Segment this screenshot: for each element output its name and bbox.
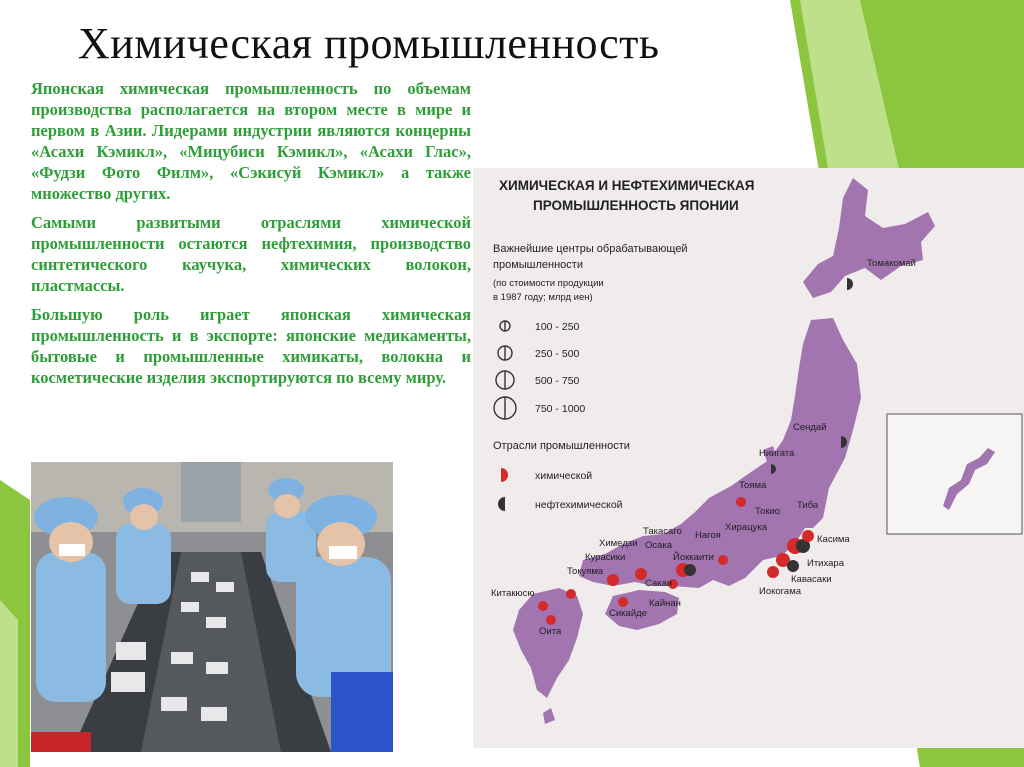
- city-niigata: Ниигата: [759, 448, 795, 459]
- city-tomakomai: Томакомай: [867, 258, 916, 269]
- city-himedzi: Химедзи: [599, 538, 638, 549]
- city-sikaide: Сикайде: [609, 608, 647, 619]
- map-title-line2: ПРОМЫШЛЕННОСТЬ ЯПОНИИ: [533, 198, 739, 213]
- city-kainan: Кайнан: [649, 598, 681, 609]
- legend-branch-chemical: химической: [535, 470, 593, 482]
- legend-size-2: 250 - 500: [535, 348, 580, 360]
- paragraph-export: Большую роль играет японская химическая промышленность и в экспорте: японские медикаменты, бытовые и промышленные химикаты, волокна и косметические изделия экспортируются по всему миру.: [31, 305, 471, 387]
- legend-centers-sub-1: (по стоимости продукции: [493, 278, 604, 289]
- city-itihara: Итихара: [807, 558, 844, 569]
- city-sakai: Сакаи: [645, 578, 673, 589]
- legend-branches-title: Отрасли промышленности: [493, 440, 630, 452]
- city-iokogama: Иокогама: [759, 586, 802, 597]
- factory-workers-photo: [31, 462, 393, 752]
- map-inset-box: [887, 414, 1022, 534]
- city-sendai: Сендай: [793, 422, 827, 433]
- legend-size-4: 750 - 1000: [535, 403, 586, 415]
- city-hiratsuka: Хирацука: [725, 522, 768, 533]
- city-kurasiki: Курасики: [585, 552, 626, 563]
- city-tokyo: Токио: [755, 506, 781, 517]
- paragraph-key-branches: Самыми развитыми отраслями химической промышленности остаются нефтехимия, производство синтетического каучука, химических волокон, пластмассы.: [31, 213, 471, 295]
- map-title-line1: ХИМИЧЕСКАЯ И НЕФТЕХИМИЧЕСКАЯ: [499, 178, 755, 193]
- city-oita: Оита: [539, 626, 562, 637]
- paragraph-industry-overview: Японская химическая промышленность по объемам производства располагается на втором месте в мире и первом в Азии. Лидерами индустрии являются концерны «Асахи Кэмикл», «Мицубиси Кэмикл», «Асахи Глас», «Фудзи Фото Филм», «Сэкисуй Кэмикл» а также множество других.: [31, 79, 471, 203]
- city-takasago: Такасаго: [643, 526, 682, 537]
- city-kavasaki: Кавасаки: [791, 574, 832, 585]
- city-tokuyama: Токуяма: [567, 566, 604, 577]
- slide-text: [31, 78, 471, 396]
- city-nagoya: Нагоя: [695, 530, 721, 541]
- legend-branch-petrochemical: нефтехимической: [535, 499, 623, 511]
- city-iokkaiti: Йоккаити: [673, 552, 714, 563]
- city-kitakyusyu: Китакюсю: [491, 588, 535, 599]
- green-stripe-left-light: [0, 600, 18, 767]
- legend-centers-title-1: Важнейшие центры обрабатывающей: [493, 243, 688, 255]
- japan-chemical-industry-map: [473, 168, 1024, 748]
- city-osaka: Осака: [645, 540, 673, 551]
- slide-title: Химическая промышленность: [78, 19, 660, 68]
- city-tiba: Тиба: [797, 500, 819, 511]
- legend-centers-sub-2: в 1987 году; млрд иен): [493, 292, 593, 303]
- city-toyama: Тояма: [739, 480, 767, 491]
- legend-centers-title-2: промышленности: [493, 259, 583, 271]
- legend-size-1: 100 - 250: [535, 321, 580, 333]
- city-kasima: Касима: [817, 534, 850, 545]
- legend-size-3: 500 - 750: [535, 375, 580, 387]
